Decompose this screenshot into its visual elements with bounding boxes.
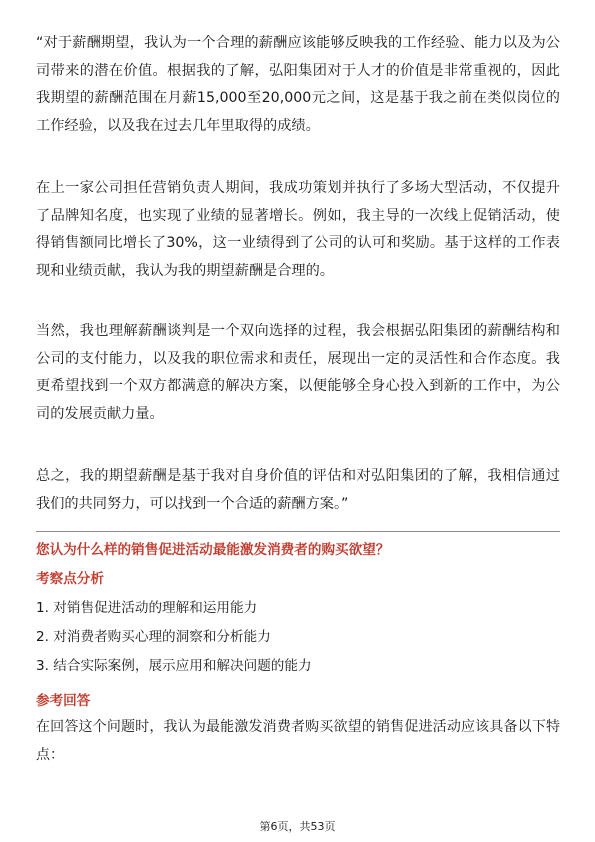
section-divider <box>36 531 560 532</box>
analysis-point: 1. 对销售促进活动的理解和运用能力 <box>36 600 258 616</box>
analysis-heading: 考察点分析 <box>36 571 104 587</box>
page-number: 第6页，共53页 <box>259 820 336 833</box>
answer-paragraph-1: “对于薪酬期望，我认为一个合理的薪酬应该能够反映我的工作经验、能力以及为公司带来的潜在价值。根据我的了解，弘阳集团对于人才的价值是非常重视的，因此我期望的薪酬范围在月薪15,000至20,000元之间，这是基于我之前在类似岗位的工作经验，以及我在过去几年里取得的成绩。 <box>36 35 560 134</box>
reference-answer-heading: 参考回答 <box>36 693 91 709</box>
answer-paragraph-3: 当然，我也理解薪酬谈判是一个双向选择的过程，我会根据弘阳集团的薪酬结构和公司的支付能力，以及我的职位需求和责任，展现出一定的灵活性和合作态度。我更希望找到一个双方都满意的解决方案，以便能够全身心投入到新的工作中，为公司的发展贡献力量。 <box>36 323 560 422</box>
answer-paragraph-4: 总之，我的期望薪酬是基于我对自身价值的评估和对弘阳集团的了解，我相信通过我们的共同努力，可以找到一个合适的薪酬方案。” <box>36 468 560 512</box>
analysis-point: 3. 结合实际案例，展示应用和解决问题的能力 <box>36 658 312 674</box>
answer-paragraph-2: 在上一家公司担任营销负责人期间，我成功策划并执行了多场大型活动，不仅提升了品牌知名度，也实现了业绩的显著增长。例如，我主导的一次线上促销活动，使得销售额同比增长了30%，这一业绩得到了公司的认可和奖励。基于这样的工作表现和业绩贡献，我认为我的期望薪酬是合理的。 <box>36 180 560 279</box>
question-title: 您认为什么样的销售促进活动最能激发消费者的购买欲望？ <box>36 542 390 558</box>
analysis-point: 2. 对消费者购买心理的洞察和分析能力 <box>36 629 271 645</box>
reference-answer-intro: 在回答这个问题时，我认为最能激发消费者购买欲望的销售促进活动应该具备以下特点： <box>36 719 560 763</box>
